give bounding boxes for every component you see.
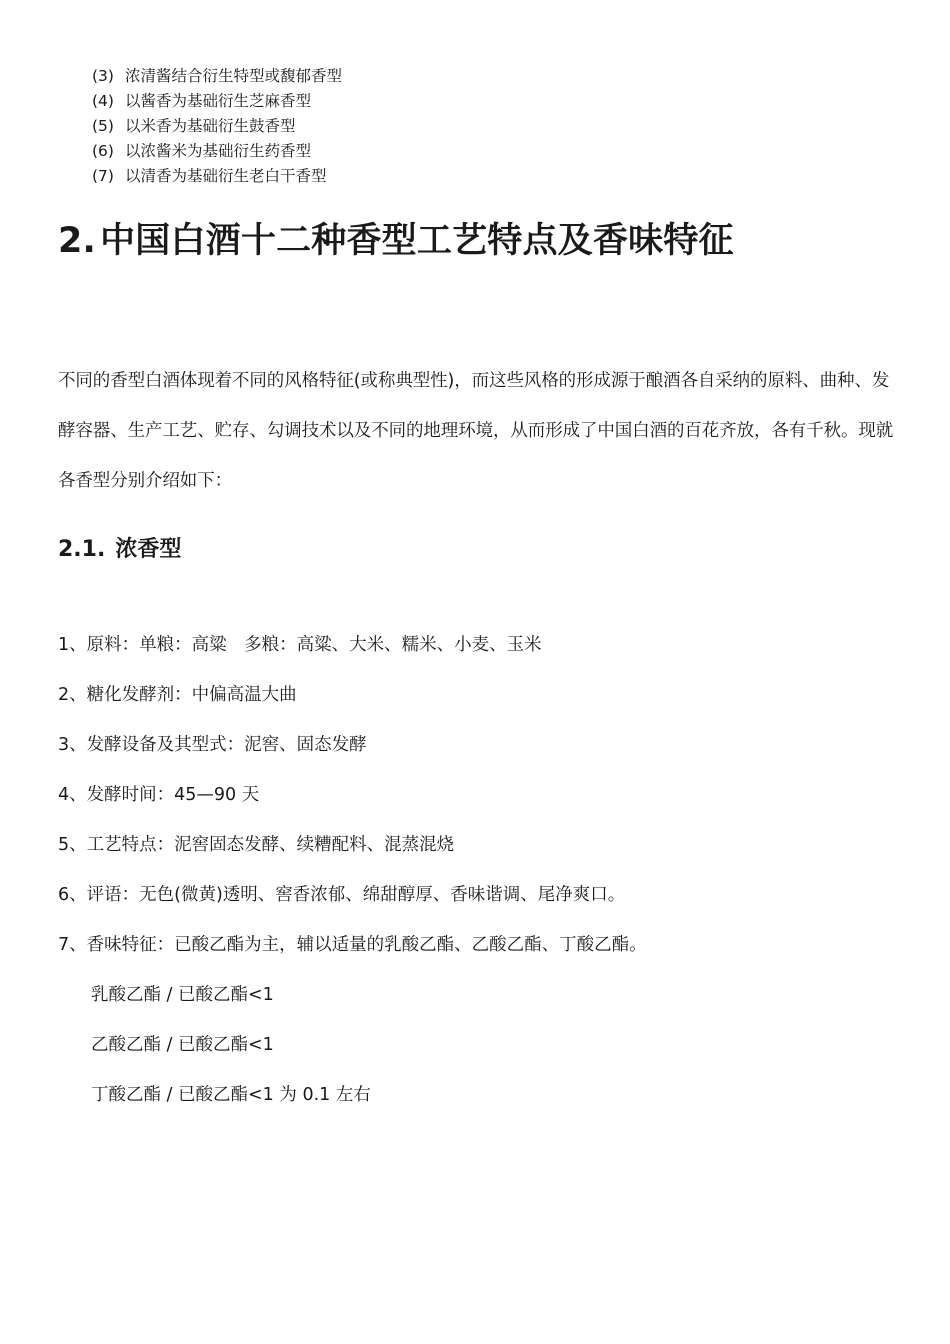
list-item [92, 64, 342, 89]
subsection-number: 2.1. [58, 537, 106, 562]
list-item [92, 114, 342, 139]
feature-item: 5、工艺特点：泥窖固态发酵、续糟配料、混蒸混烧 [58, 835, 455, 855]
feature-item: 1、原料：单粮：高粱 多粮：高粱、大米、糯米、小麦、玉米 [58, 635, 542, 655]
ratio-item: 乳酸乙酯 / 已酸乙酯<1 [91, 985, 274, 1005]
list-item-text: 以浓酱米为基础衍生药香型 [125, 142, 312, 160]
section-number: 2. [58, 221, 97, 261]
ratio-item: 乙酸乙酯 / 已酸乙酯<1 [91, 1035, 274, 1055]
ratio-item: 丁酸乙酯 / 已酸乙酯<1 为 0.1 左右 [91, 1085, 371, 1105]
feature-item: 7、香味特征：已酸乙酯为主，辅以适量的乳酸乙酯、乙酸乙酯、丁酸乙酯。 [58, 935, 647, 955]
list-item-text: 以米香为基础衍生鼓香型 [125, 117, 296, 135]
feature-item: 6、评语：无色(微黄)透明、窖香浓郁、绵甜醇厚、香味谐调、尾净爽口。 [58, 885, 626, 905]
list-item [92, 139, 342, 164]
list-item-number: (5) [92, 117, 114, 135]
feature-item: 4、发酵时间：45—90 天 [58, 785, 260, 805]
intro-paragraph: 不同的香型白酒体现着不同的风格特征(或称典型性)，而这些风格的形成源于酿酒各自采纳的原料、曲种、发酵容器、生产工艺、贮存、勾调技术以及不同的地理环境，从而形成了中国白酒的百花齐放，各有千秋。现就各香型分别介绍如下： [58, 371, 894, 491]
derived-aroma-list [92, 64, 342, 189]
feature-item: 2、糖化发酵剂：中偏高温大曲 [58, 685, 297, 705]
list-item-number: (4) [92, 92, 114, 110]
feature-list [58, 620, 647, 1120]
list-item [92, 164, 342, 189]
list-item-text: 浓清酱结合衍生特型或馥郁香型 [125, 67, 343, 85]
section-title: 中国白酒十二种香型工艺特点及香味特征 [100, 221, 734, 261]
section-heading [58, 216, 734, 266]
feature-item: 3、发酵设备及其型式：泥窖、固态发酵 [58, 735, 367, 755]
subsection-title: 浓香型 [115, 537, 182, 562]
list-item [92, 89, 342, 114]
subsection-heading [58, 532, 181, 568]
list-item-number: (7) [92, 167, 114, 185]
list-item-text: 以清香为基础衍生老白干香型 [125, 167, 327, 185]
list-item-number: (6) [92, 142, 114, 160]
list-item-text: 以酱香为基础衍生芝麻香型 [125, 92, 312, 110]
list-item-number: (3) [92, 67, 114, 85]
